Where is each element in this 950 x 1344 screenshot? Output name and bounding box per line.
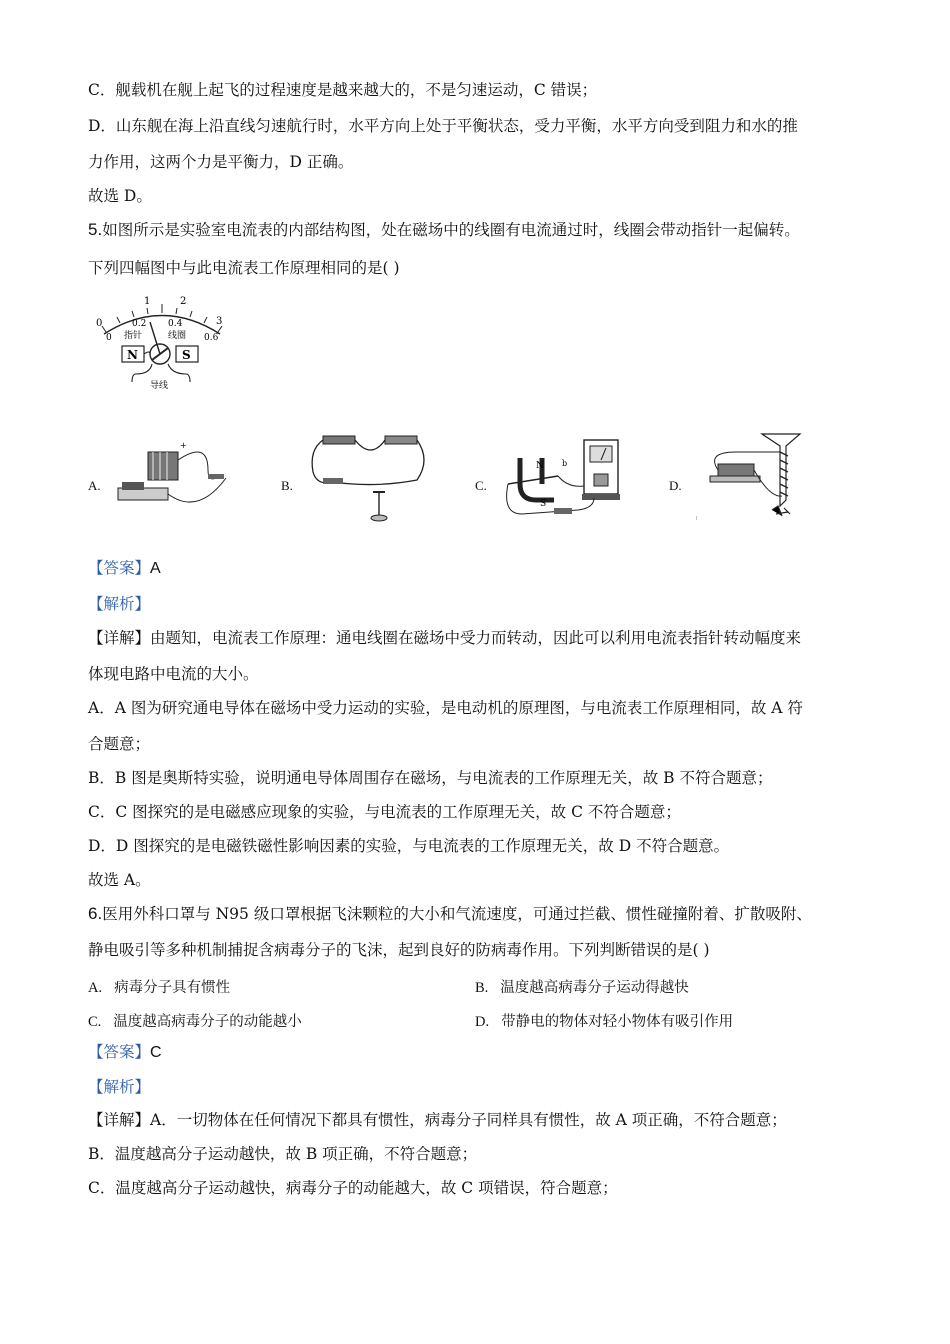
prev-choice: 故选 D。 (88, 187, 152, 205)
prev-option-d-text-1: D．山东舰在海上沿直线匀速航行时，水平方向上处于平衡状态，受力平衡，水平方向受到阻力和水的推 (88, 117, 798, 135)
meter-north-label: N (127, 348, 138, 362)
q5-option-b-label: B. (281, 478, 293, 493)
q6-detail-tag: 【详解】 (88, 1111, 151, 1129)
svg-text:+: + (180, 441, 187, 450)
q5-analysis-a-1: A．A 图为研究通电导体在磁场中受力运动的实验，是电动机的原理图，与电流表工作原理相同，故 A 符 (88, 699, 803, 717)
q5-analysis-d: D．D 图探究的是电磁铁磁性影响因素的实验，与电流表的工作原理无关，故 D 不符合题意。 (88, 837, 730, 855)
q6-answer-line (88, 1042, 162, 1063)
q5-stem-2: 下列四幅图中与此电流表工作原理相同的是( ) (88, 259, 400, 277)
fig-c-b-label: b (562, 459, 568, 468)
q6-answer-tag: 【答案】 (88, 1043, 151, 1061)
meter-scale-bottom-0-4: 0.4 (168, 319, 183, 329)
q5-stem-1: 如图所示是实验室电流表的内部结构图，处在磁场中的线圈有电流通过时，线圈会带动指针一起偏转。 (102, 221, 800, 239)
q6-option-c-letter: C. (88, 1014, 102, 1030)
meter-coil-label: 线圈 (168, 331, 187, 341)
meter-scale-bottom-0-2: 0.2 (132, 319, 147, 329)
q6-stem-2: 静电吸引等多种机制捕捉含病毒分子的飞沫，起到良好的防病毒作用。下列判断错误的是( ) (88, 941, 710, 959)
meter-scale-top-3: 3 (216, 316, 223, 327)
q6-option-d (475, 1010, 733, 1031)
q5-choice: 故选 A。 (88, 871, 151, 889)
q5-answer-line (88, 558, 161, 579)
q6-detail-text-1: A．一切物体在任何情况下都具有惯性，病毒分子同样具有惯性，故 A 项正确，不符合题意； (150, 1111, 787, 1129)
q6-option-b-text: 温度越高病毒分子运动得越快 (500, 980, 689, 996)
q5-detail-text-1: 由题知，电流表工作原理：通电线圈在磁场中受力而转动，因此可以利用电流表指针转动幅度来 (150, 629, 802, 647)
q5-number: 5. (88, 220, 103, 239)
q6-option-a (88, 976, 230, 997)
meter-scale-bottom-0-6: 0.6 (204, 333, 219, 343)
q5-option-d-label: D. (669, 478, 682, 493)
q6-option-c-text: 温度越高病毒分子的动能越小 (113, 1014, 302, 1030)
q6-answer: C (150, 1044, 162, 1061)
meter-scale-top-1: 1 (144, 296, 151, 307)
meter-pointer-label: 指针 (124, 331, 143, 341)
fig-c-north-label: N (536, 461, 544, 471)
q5-answer-tag: 【答案】 (88, 559, 151, 577)
q5-analysis-tag: 【解析】 (88, 595, 151, 613)
q5-answer: A (150, 560, 161, 577)
meter-wire-label: 导线 (150, 381, 169, 391)
meter-zero-top: 0 (96, 318, 103, 329)
q6-analysis-c: C．温度越高分子运动越快，病毒分子的动能越大，故 C 项错误，符合题意； (88, 1179, 618, 1197)
meter-south-label: S (182, 348, 191, 362)
q6-option-d-letter: D. (475, 1014, 490, 1030)
q6-detail-line-1 (88, 1110, 787, 1130)
q5-analysis-b: B．B 图是奥斯特实验，说明通电导体周围存在磁场，与电流表的工作原理无关，故 B 不符合题意； (88, 769, 773, 787)
meter-scale-bottom-0: 0 (106, 333, 112, 343)
q5-option-a-label: A. (88, 478, 101, 493)
q6-analysis-tag: 【解析】 (88, 1078, 151, 1096)
q6-option-d-text: 带静电的物体对轻小物体有吸引作用 (501, 1014, 734, 1030)
q5-analysis-c: C．C 图探究的是电磁感应现象的实验，与电流表的工作原理无关，故 C 不符合题意； (88, 803, 681, 821)
q6-number: 6. (88, 904, 103, 923)
q6-stem-line-1 (88, 904, 812, 924)
q5-detail-line-1 (88, 628, 801, 648)
q6-analysis-b: B．温度越高分子运动越快，故 B 项正确，不符合题意； (88, 1145, 478, 1163)
q5-stem-line-1 (88, 220, 800, 240)
q5-detail-text-2: 体现电路中电流的大小。 (88, 665, 259, 683)
q5-option-c-label: C. (475, 478, 487, 493)
q6-stem-1: 医用外科口罩与 N95 级口罩根据飞沫颗粒的大小和气流速度，可通过拦截、惯性碰撞附着、扩散吸附、 (102, 905, 812, 923)
q6-option-a-text: 病毒分子具有惯性 (114, 980, 231, 996)
q5-detail-tag: 【详解】 (88, 629, 151, 647)
prev-option-c-text: C．舰载机在舰上起飞的过程速度是越来越大的，不是匀速运动，C 错误； (88, 81, 598, 99)
q5-option-d-figure (696, 428, 826, 523)
q5-option-b-figure (305, 430, 435, 525)
fig-c-south-label: S (540, 499, 547, 509)
q5-option-a-figure (108, 440, 238, 520)
q6-option-b (475, 976, 689, 997)
q6-option-a-letter: A. (88, 980, 103, 996)
ammeter-structure-figure (92, 292, 232, 392)
q6-option-b-letter: B. (475, 980, 489, 996)
q5-option-c-figure (498, 438, 628, 523)
prev-option-d-text-2: 力作用，这两个力是平衡力，D 正确。 (88, 153, 354, 171)
q6-option-c (88, 1010, 302, 1031)
q5-analysis-a-2: 合题意； (88, 735, 151, 753)
meter-scale-top-2: 2 (180, 296, 187, 307)
